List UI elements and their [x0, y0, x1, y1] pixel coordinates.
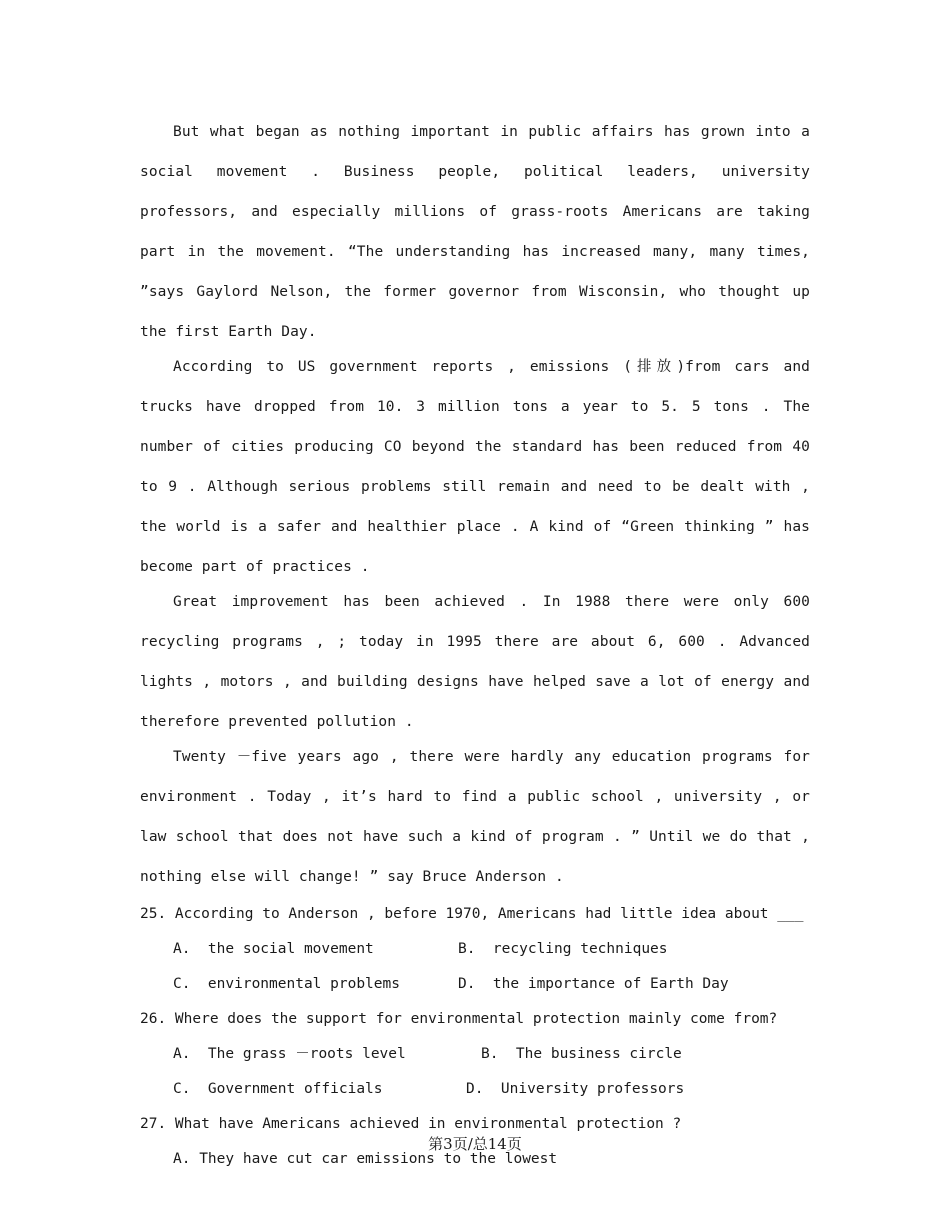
question-26-option-d: D. University professors	[466, 1081, 685, 1097]
question-26-option-c: C. Government officials	[173, 1081, 383, 1097]
question-25-option-b: B. recycling techniques	[458, 941, 668, 957]
question-26-option-a: A. The grass －roots level	[173, 1046, 406, 1062]
page-footer: 第3页/总14页	[428, 1135, 522, 1153]
question-25-options-row-2	[140, 967, 810, 1002]
document-body	[140, 112, 810, 1177]
question-26-stem: 26. Where does the support for environmental protection mainly come from?	[140, 1011, 778, 1027]
question-25-option-a: A. the social movement	[173, 941, 374, 957]
passage-paragraph-2: According to US government reports , emissions (排放)from cars and trucks have dropped from 10. 3 million tons a year to 5. 5 tons . The number of cities producing CO beyond the standard has been reduced from 40 to 9 . Although serious problems still remain and need to be dealt with , the world is a safer and healthier place . A kind of “Green thinking ” has become part of practices .	[140, 359, 810, 575]
question-25-options-row-1	[140, 932, 810, 967]
question-26-options-row-2	[140, 1072, 810, 1107]
question-25-option-d: D. the importance of Earth Day	[458, 976, 729, 992]
passage-paragraph-4: Twenty －five years ago , there were hardly any education programs for environment . Today , it’s hard to find a public school , university , or law school that does not have such a kind of program . ” Until we do that , nothing else will change! ” say Bruce Anderson .	[140, 749, 810, 885]
question-25-option-c: C. environmental problems	[173, 976, 400, 992]
question-27-stem: 27. What have Americans achieved in environmental protection ?	[140, 1116, 682, 1132]
passage-paragraph-3: Great improvement has been achieved . In 1988 there were only 600 recycling programs , ; today in 1995 there are about 6, 600 . Advanced lights , motors , and building designs have helped save a lot of energy and therefore prevented pollution .	[140, 594, 810, 730]
question-26-option-b: B. The business circle	[481, 1046, 682, 1062]
question-27-option-a: A. They have cut car emissions to the lowest	[173, 1151, 558, 1167]
question-25-stem: 25. According to Anderson , before 1970, Americans had little idea about ___	[140, 906, 804, 922]
passage-paragraph-1: But what began as nothing important in public affairs has grown into a social movement . Business people, political leaders, university professors, and especially millions of grass-roots Americans are taking part in the movement. “The understanding has increased many, many times, ”says Gaylord Nelson, the former governor from Wisconsin, who thought up the first Earth Day.	[140, 124, 810, 340]
question-26-options-row-1	[140, 1037, 810, 1072]
